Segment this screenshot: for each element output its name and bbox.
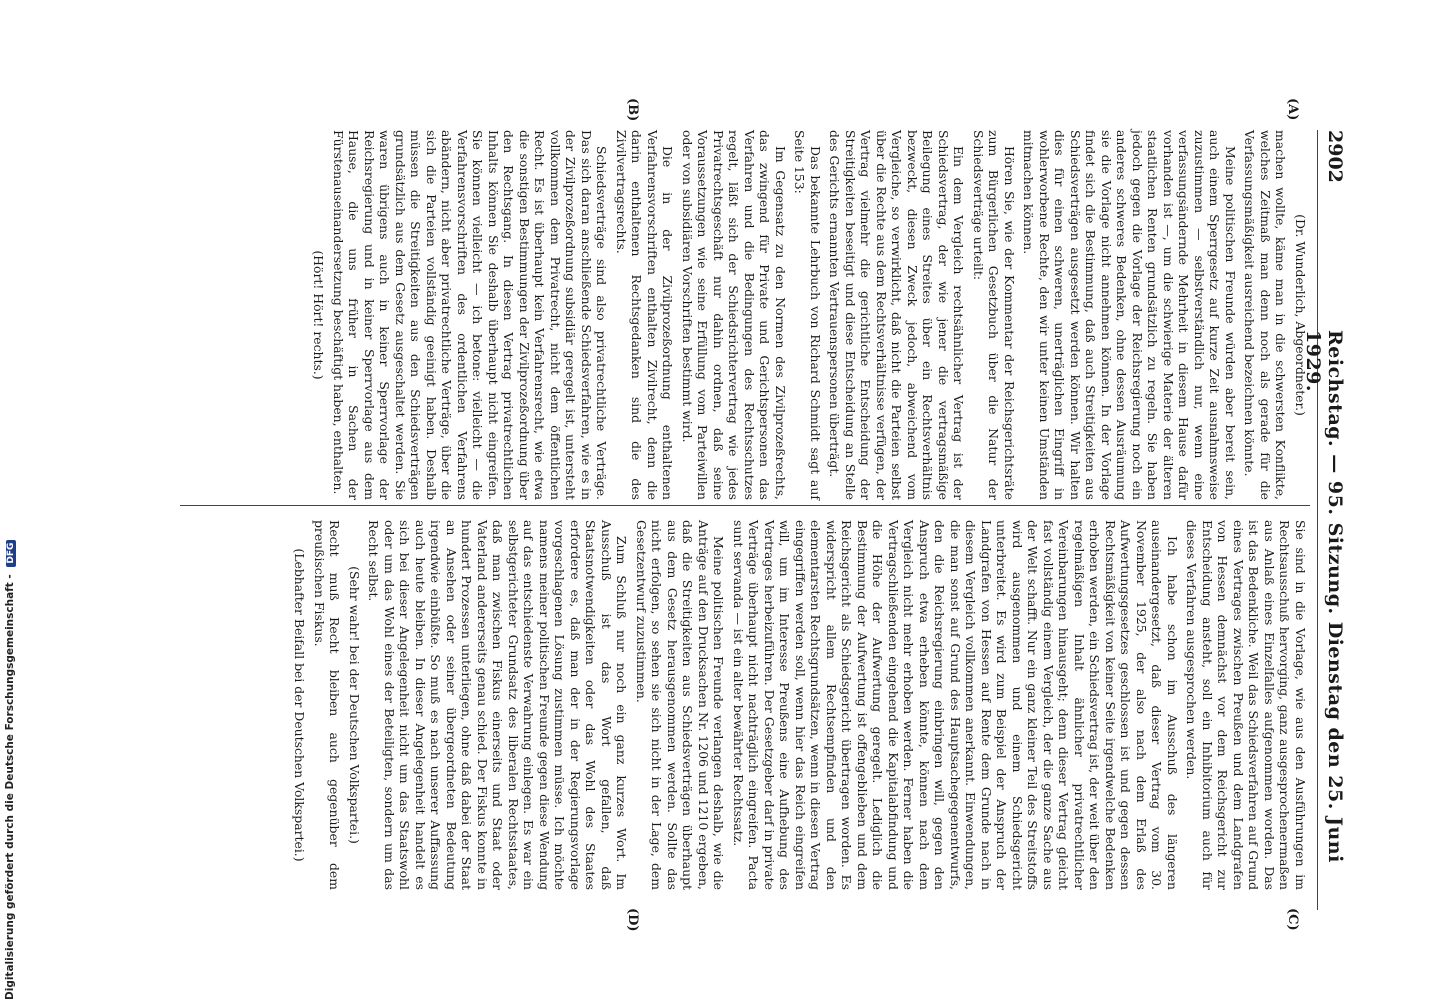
interjection: (Lebhafter Beifall bei der Deutschen Volkspartei.) bbox=[292, 548, 308, 862]
paragraph: Hören Sie, wie der Kommentar der Reichsgerichtsräte zum Bürgerlichen Gesetzbuch über die Natur der Schiedsverträge urteilt: bbox=[971, 130, 1017, 500]
margin-marker-b: (B) bbox=[625, 98, 640, 122]
speaker-line: (Dr. Wunderlich, Abgeordneter.) bbox=[1293, 214, 1308, 416]
column-divider bbox=[180, 505, 1310, 506]
running-title: Reichstag. — 95. Sitzung. Dienstag den 25. Juni 1929. bbox=[1302, 330, 1346, 863]
margin-marker-c: (C) bbox=[1285, 908, 1300, 931]
paragraph: Zum Schluß nur noch ein ganz kurzes Wort. Im Ausschuß ist das Wort gefallen, daß Staatsnotwendigkeiten oder das Wohl des Staates erfordere es, daß man der in der Regierungsvorlage vorgeschlagenen Lösung zustimmen müsse. Ich möchte namens meiner politischen Freunde gegen diese Wendung auf das entschiedenste Verwahrung einlegen. Es war ein selbstgerichteter Grundsatz des liberalen Rechtsstaates, daß man zwischen Fiskus einerseits und Staat oder Vaterland andererseits genau schied. Der Fiskus konnte in hundert Prozessen unterliegen, ohne daß dabei der Staat an Ansehen oder seiner übergeordneten Bedeutung irgendwie einbüßte. So muß es nach unserer Auffassung auch heute bleiben. In dieser Angelegenheit handelt es sich bei dieser Angelegenheit nicht um das Staatswohl oder um das Wohl eines der Beteiligten, sondern um das Recht selbst. bbox=[366, 520, 630, 890]
interjection: (Hört! Hört! rechts.) bbox=[311, 250, 327, 380]
margin-marker-a: (A) bbox=[1285, 98, 1300, 121]
page-number: 2902 bbox=[1324, 130, 1346, 183]
rotated-page bbox=[110, 90, 1360, 950]
right-column bbox=[288, 520, 1308, 890]
page-header bbox=[1302, 130, 1346, 910]
paragraph: Schiedsverträge sind also privatrechtliche Verträge. Das sich daran anschließende Schiedsverfahren, wie es in der Zivilprozeßordnung subsidiär geregelt ist, untersteht vollkommen dem Privatrecht, nicht dem öffentlichen Recht. Es ist überhaupt kein Verfahrensrecht, wie etwa die sonstigen Bestimmungen der Zivilprozeßordnung über den Rechtsgang. In diesen Vertrag privatrechtlichen Inhalts können Sie deshalb überhaupt nicht eingreifen. Sie können vielleicht — ich betone: vielleicht — die Verfahrensvorschriften des ordentlichen Verfahrens abändern, nicht aber privatrechtliche Verträge, über die sich die Parteien vollständig geeinigt haben. Deshalb müssen die Streitigkeiten aus den Schiedsverträgen grundsätzlich aus dem Gesetz ausgeschaltet werden. Sie waren übrigens auch in keiner Sperrvorlage der Reichsregierung und in keiner Sperrvorlage aus dem Hause, die uns früher in Sachen der Fürstenauseinandersetzung beschäftigt haben, enthalten. bbox=[331, 130, 610, 500]
paragraph: Meine politischen Freunde verlangen deshalb, wie die Anträge auf den Drucksachen Nr. 1206 und 1210 ergeben, daß die Streitigkeiten aus Schiedsverträgen überhaupt aus dem Gesetz herausgenommen werden. Sollte das nicht erfolgen, so sehen sie sich nicht in der Lage, dem Gesetzentwurf zuzustimmen. bbox=[634, 520, 727, 890]
dfg-logo: DFG bbox=[6, 540, 16, 567]
paragraph: machen wollte, käme man in die schwersten Konflikte, welches Zeitmaß man denn noch als gerade für die Verfassungsmäßigkeit ausreichend bezeichnen könnte. bbox=[1242, 130, 1289, 500]
paragraph: Meine politischen Freunde würden aber bereit sein, auch einem Sperrgesetz auf kurze Zeit ausnahmsweise zuzustimmen — selbstverständlich nur, wenn eine verfassungsändernde Mehrheit in diesem Hause dafür vorhanden ist —, um die schwierige Materie der älteren staatlichen Renten grundsätzlich zu regeln. Sie haben jedoch gegen die Vorlage der Reichsregierung noch ein anderes schweres Bedenken, ohne dessen Ausräumung sie die Vorlage nicht annehmen können. In der Vorlage findet sich die Bestimmung, daß auch Streitigkeiten aus Schiedsverträgen ausgesetzt werden können. Wir halten dies für einen schweren, unerträglichen Eingriff in wohlerworbene Rechte, den wir unter keinen Umständen mitmachen können. bbox=[1021, 130, 1238, 500]
paragraph: Das bekannte Lehrbuch von Richard Schmidt sagt auf Seite 153: bbox=[792, 130, 823, 500]
margin-marker-d: (D) bbox=[625, 908, 640, 932]
credit-text: Digitalisierung gefördert durch die Deutsche Forschungsgemeinschaft - bbox=[4, 574, 16, 1000]
closing-line: Recht muß Recht bleiben auch gegenüber dem preußischen Fiskus. bbox=[312, 520, 343, 890]
digitization-credit bbox=[4, 540, 16, 1000]
quote-paragraph: Die in der Zivilprozeßordnung enthaltenen Verfahrensvorschriften enthalten Zivilrecht, denn die darin enthaltenen Rechtsgedanken sind die des Zivilvertragsrechts. bbox=[614, 130, 676, 500]
interjection: (Sehr wahr! bei der Deutschen Volkspartei.) bbox=[347, 566, 362, 844]
quote-paragraph: Im Gegensatz zu den Normen des Zivilprozeßrechts, das zwingend für Private und Gerichtspersonen das Verfahren und die Bedingungen des Rechtsschutzes regelt, läßt sich der Schiedsrichtervertrag wie jedes Privatrechtsgeschäft nur dahin ordnen, daß seine Voraussetzungen wie seine Erfüllung vom Parteiwillen oder von subsidiären Vorschriften bestimmt wird. bbox=[680, 130, 788, 500]
quote-paragraph: Ein dem Vergleich rechtsähnlicher Vertrag ist der Schiedsvertrag, der wie jener die vertragsmäßige Beilegung eines Streites über ein Rechtsverhältnis bezweckt, diesen Zweck jedoch, abweichend vom Vergleiche, so verwirklicht, daß nicht die Parteien selbst über die Rechte aus dem Rechtsverhältnisse verfügen, der Vertrag vielmehr die gerichtliche Entscheidung der Streitigkeiten beseitigt und diese Entscheidung an Stelle des Gerichts ernannten Vertrauenspersonen überträgt. bbox=[827, 130, 967, 500]
paragraph: Sie sind in die Vorlage, wie aus den Ausführungen im Rechtsausschuß hervorging, ganz ausgesprochenermaßen aus Anlaß eines Einzelfalles aufgenommen worden. Das ist das Bedenkliche. Weil das Schiedsverfahren auf Grund eines Vertrages zwischen Preußen und dem Landgrafen von Hessen demnächst vor dem Reichsgericht zur Entscheidung ansteht, soll ein Inhibitorium auch für dieses Verfahren ausgesprochen werden. bbox=[1184, 520, 1308, 890]
left-column bbox=[307, 130, 1308, 500]
paragraph: Ich habe schon im Ausschuß des längeren auseinandergesetzt, daß dieser Vertrag vom 30. November 1925, der also nach dem Erlaß des Aufwertungsgesetzes geschlossen ist und gegen dessen Rechtsmäßigkeit von keiner Seite irgendwelche Bedenken erhoben werden, ein Schiedsvertrag ist, der weit über den regelmäßigen Inhalt ähnlicher privatrechtlicher Vereinbarungen hinausgeht; denn dieser Vertrag gleicht fast vollständig einem Vergleich, der die ganze Sache aus der Welt schafft. Nur ein ganz kleiner Teil des Streitstoffs wird ausgenommen und einem Schiedsgericht unterbreitet. Es wird zum Beispiel der Anspruch der Landgrafen von Hessen auf Rente dem Grunde nach in diesem Vergleich vollkommen anerkannt. Einwendungen, die man sonst auf Grund des Hauptsachegegenentwurfs, den die Reichsregierung einbringen will, gegen den Anspruch etwa erheben könnte, können nach dem Vergleich nicht mehr erhoben werden. Ferner haben die Vertragschließenden eingehend die Kapitalabfindung und die Höhe der Aufwertung geregelt. Lediglich die Bestimmung der Aufwertung ist offengeblieben und dem Reichsgericht als Schiedsgericht übertragen worden. Es widerspricht allem Rechtsempfinden und den elementarsten Rechtsgrundsätzen, wenn in diesen Vertrag eingegriffen werden soll, wenn hier das Reich eingreifen will, um im Interesse Preußens eine Aufhebung des Vertrages herbeizuführen. Der Gesetzgeber darf in private Verträge überhaupt nicht nachträglich eingreifen. Pacta sunt servanda — ist ein alter bewährter Rechtssatz. bbox=[731, 520, 1180, 890]
